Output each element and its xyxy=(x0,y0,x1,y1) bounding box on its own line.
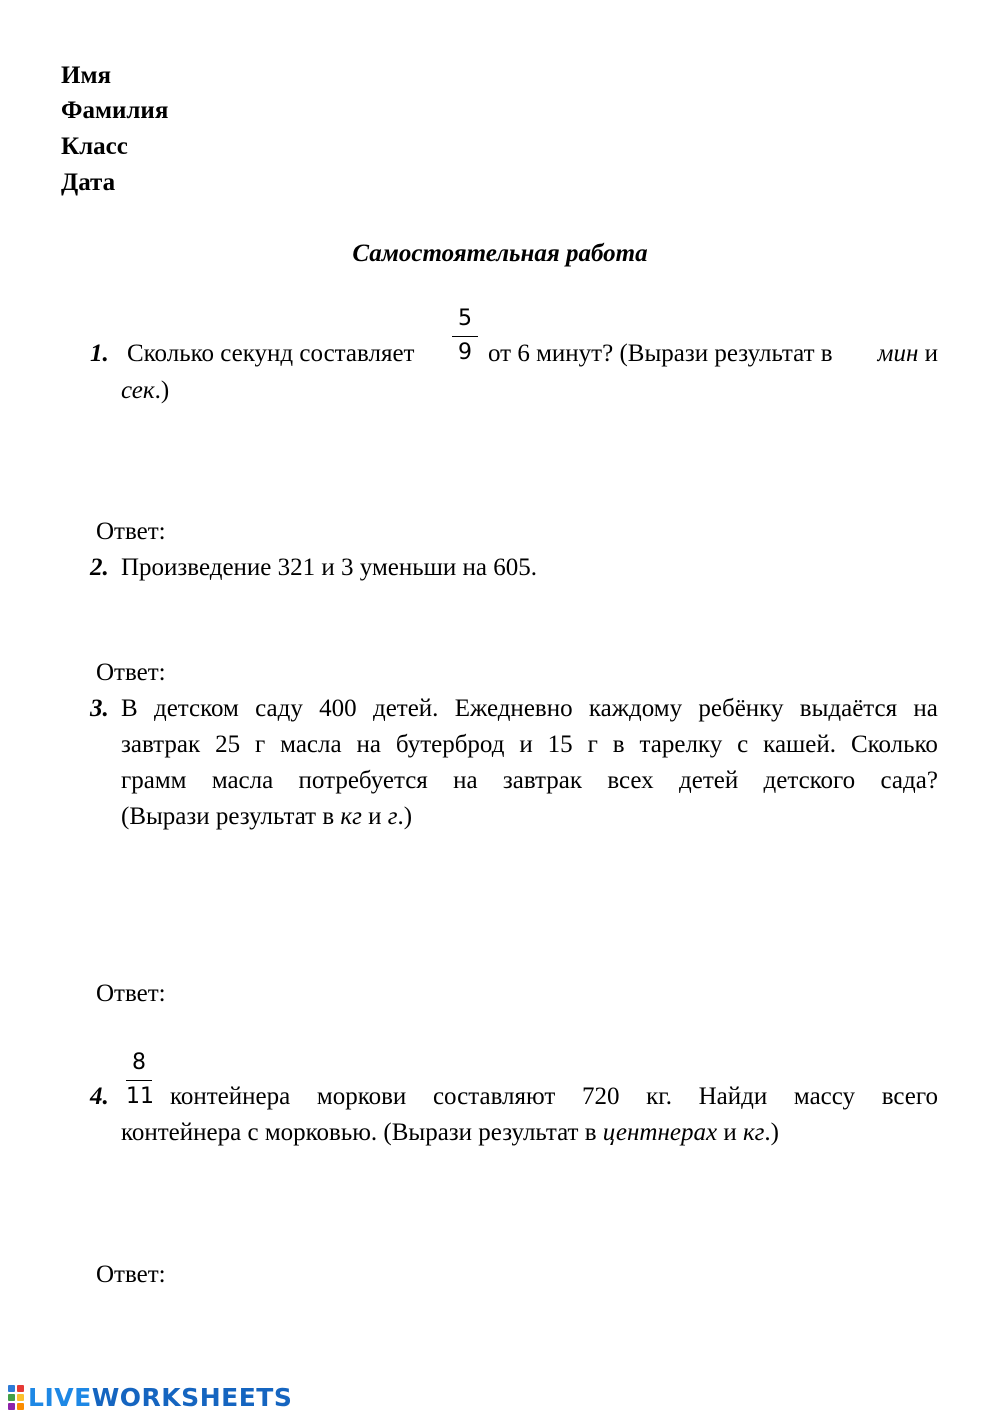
word: 400 xyxy=(319,695,357,722)
word: завтрак xyxy=(121,731,201,758)
word: Найди xyxy=(698,1083,768,1110)
word: Ежедневно xyxy=(454,695,573,722)
unit-sec: сек xyxy=(121,377,155,404)
word: всех xyxy=(607,767,654,794)
question-3-number: 3. xyxy=(90,695,109,722)
word: контейнера xyxy=(170,1083,291,1110)
logo-letter: K xyxy=(161,1383,182,1412)
question-3-line-2 xyxy=(121,731,938,759)
word: моркови xyxy=(316,1083,407,1110)
page-title: Самостоятельная работа xyxy=(352,240,648,267)
logo-tile xyxy=(8,1394,15,1401)
question-1-line-1-end xyxy=(488,340,938,368)
word: выдаётся xyxy=(799,695,898,722)
answer-label-1: Ответ: xyxy=(96,518,166,545)
word: на xyxy=(356,731,381,758)
word: саду xyxy=(255,695,303,722)
question-4-number: 4. xyxy=(90,1083,109,1110)
logo-letter: S xyxy=(273,1383,293,1412)
word: Сколько xyxy=(850,731,938,758)
question-1-fraction xyxy=(452,308,478,364)
question-2-text: Произведение 321 и 3 уменьши на 605. xyxy=(121,554,538,581)
unit-centner: центнерах xyxy=(602,1119,718,1146)
word: В xyxy=(121,695,138,722)
word: 25 xyxy=(215,731,241,758)
name-label: Имя xyxy=(61,62,111,89)
word: на xyxy=(913,695,938,722)
logo-tile xyxy=(17,1385,24,1392)
unit-kg: кг xyxy=(340,803,362,830)
answer-label-2: Ответ: xyxy=(96,659,166,686)
fraction-bar xyxy=(452,336,478,337)
logo-tile xyxy=(17,1403,24,1410)
unit-kg: кг xyxy=(742,1119,765,1146)
surname-label: Фамилия xyxy=(61,97,169,124)
logo-tile xyxy=(8,1403,15,1410)
logo-letter: E xyxy=(74,1383,92,1412)
question-1-text-mid: от 6 минут? (Вырази результат в xyxy=(488,340,833,367)
unit-min: мин xyxy=(877,340,919,367)
word: бутерброд xyxy=(395,731,505,758)
fraction-denominator: 9 xyxy=(458,340,472,365)
logo-letter: H xyxy=(199,1383,222,1412)
liveworksheets-logo[interactable] xyxy=(8,1383,292,1412)
question-4-line-2: контейнера с морковью. (Вырази результат в центнерах и кг.) xyxy=(121,1119,779,1146)
word: составляют xyxy=(432,1083,556,1110)
question-3-line-1 xyxy=(121,695,938,723)
question-3-line-3 xyxy=(121,767,938,795)
logo-letter: V xyxy=(54,1383,75,1412)
logo-letter: S xyxy=(181,1383,200,1412)
word: грамм xyxy=(121,767,187,794)
word: детей xyxy=(679,767,739,794)
logo-text xyxy=(28,1383,292,1412)
fraction-numerator: 8 xyxy=(132,1050,146,1075)
question-1-number: 1. xyxy=(90,340,109,367)
word: детском xyxy=(153,695,239,722)
word: г xyxy=(587,731,598,758)
word: каждому xyxy=(588,695,683,722)
logo-letter: L xyxy=(28,1383,45,1412)
fraction-denominator: 11 xyxy=(126,1084,154,1109)
word: потребуется xyxy=(298,767,428,794)
word: детского xyxy=(763,767,856,794)
class-label: Класс xyxy=(61,133,128,160)
logo-letter: O xyxy=(119,1383,142,1412)
word: г xyxy=(254,731,266,758)
question-1-text-start: Сколько секунд составляет xyxy=(127,340,415,367)
word: всего xyxy=(881,1083,938,1110)
word: с xyxy=(737,731,749,758)
fraction-numerator: 5 xyxy=(458,306,472,331)
word: массу xyxy=(793,1083,856,1110)
logo-letter: W xyxy=(91,1383,120,1412)
word: масла xyxy=(211,767,274,794)
word: детей. xyxy=(372,695,439,722)
word: кашей. xyxy=(763,731,837,758)
answer-label-4: Ответ: xyxy=(96,1261,166,1288)
logo-letter: E xyxy=(221,1383,239,1412)
question-4-fraction xyxy=(126,1052,152,1108)
logo-letter: T xyxy=(256,1383,274,1412)
question-2-number: 2. xyxy=(90,554,109,581)
fraction-bar xyxy=(126,1080,152,1081)
word: сада? xyxy=(880,767,938,794)
question-4-line-1 xyxy=(170,1083,938,1111)
word: и xyxy=(519,731,533,758)
word: ребёнку xyxy=(698,695,784,722)
logo-icon xyxy=(8,1385,24,1410)
word: тарелку xyxy=(639,731,723,758)
word: 15 xyxy=(547,731,573,758)
question-3-line-4: (Вырази результат в кг и г.) xyxy=(121,803,413,830)
question-1-line-2: сек.) xyxy=(121,377,170,404)
answer-label-3: Ответ: xyxy=(96,980,166,1007)
logo-letter: I xyxy=(44,1383,55,1412)
word: масла xyxy=(280,731,342,758)
word: в xyxy=(612,731,625,758)
word: кг. xyxy=(646,1083,672,1110)
date-label: Дата xyxy=(61,169,116,196)
logo-tile xyxy=(8,1385,15,1392)
logo-tile xyxy=(17,1394,24,1401)
logo-letter: E xyxy=(238,1383,257,1412)
question-1-units: мин и xyxy=(877,340,938,367)
word: на xyxy=(453,767,478,794)
word: 720 xyxy=(581,1083,620,1110)
logo-letter: R xyxy=(141,1383,162,1412)
unit-g: г xyxy=(387,803,398,830)
word: завтрак xyxy=(502,767,583,794)
